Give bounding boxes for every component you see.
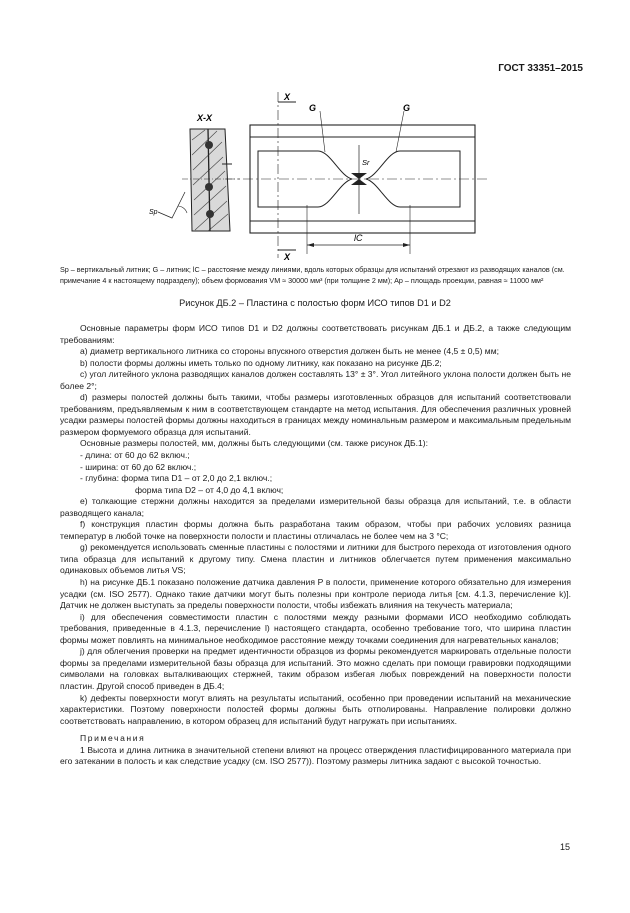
page-number: 15: [560, 842, 571, 852]
paragraph: Основные размеры полостей, мм, должны быть следующими (см. также рисунок ДБ.1):: [80, 438, 428, 449]
list-item: b) полости формы должны иметь только по одному литнику, как показано на рисунке ДБ.2;: [80, 357, 442, 368]
figure-title: Рисунок ДБ.2 – Пластина с полостью форм ИСО типов D1 и D2: [179, 298, 451, 308]
list-item: j) для облегчения проверки на предмет идентичности образцов из формы рекомендуется маркировать отдельные полости формы за пределами измерительной базы образца для испытаний. Это можно сделать при помощи гравировки подходящими символами на головках выталкивающих стержней, таким образом избегая любых повреждений на поверхности полости пластин. Другой способ приведен в ДБ.4;: [60, 646, 571, 691]
list-item: c) угол литейного уклона разводящих каналов должен составлять 13° ± 3°. Угол литейного уклона полости должен быть не более 2°;: [60, 369, 571, 391]
paragraph: Основные параметры форм ИСО типов D1 и D2 должны соответствовать рисункам ДБ.1 и ДБ.2, а также следующим требованиям:: [60, 323, 571, 345]
dimension-line: - длина: от 60 до 62 включ.;: [80, 450, 190, 461]
plate-view: [225, 92, 488, 262]
cut-label-top: X: [284, 92, 291, 102]
list-item: g) рекомендуется использовать сменные пластины с полостями и литники для быстрого перехода от изготовления одного типа образца для испытаний к другому типу. Смена пластин и литников облегчается путем применения максимально одинаковых объемов литья VS;: [60, 542, 571, 576]
sr-label: Sr: [362, 158, 370, 167]
cut-label-bottom: X: [284, 252, 291, 262]
gate-label-right: G: [403, 103, 411, 113]
list-item: d) размеры полостей должны быть такими, чтобы размеры изготовленных образцов для испытаний соответствовали требованиям, предъявляемым к ним в соответствующем стандарте на метод испытания. Для обеспечения различных уровней усадки размеры полостей формы должны находиться в границах между номинальным размером и максимальным предельным размером формуемого образца для испытаний.: [60, 392, 571, 437]
section-label: X-X: [197, 113, 213, 123]
list-item: a) диаметр вертикального литника со стороны впускного отверстия должен быть не менее (4,5 ± 0,5) мм;: [80, 346, 499, 357]
sp-label: Sp: [149, 209, 158, 216]
list-item: i) для обеспечения совместимости пластин с полостями между разными формами ИСО необходимо соблюдать требования, приведенные в 4.1.3, перечисление l) настоящего стандарта, особенно требование того, что ширина пластин формы может повлиять на минимальное необходимое расстояние между точками соединения для нагревательных каналов;: [60, 611, 571, 645]
dimension-line: - глубина: форма типа D1 – от 2,0 до 2,1 включ.;: [80, 473, 273, 484]
section-view: [149, 113, 240, 231]
list-item: h) на рисунке ДБ.1 показано положение датчика давления P в полости, применение которого обязательно для измерения усадки (см. ISO 2577). Однако такие датчики могут быть полезны при контроле периода литья [см. 4.1.3, перечисление k)]. Датчик не должен выступать за пределы поверхности полости, чтобы избежать влияния на текучесть материала;: [60, 577, 571, 611]
dimension-line: - ширина: от 60 до 62 включ.;: [80, 461, 197, 472]
document-code: ГОСТ 33351–2015: [498, 63, 583, 74]
notes-heading: Примечания: [80, 733, 146, 744]
mold-plate-figure: [0, 0, 630, 265]
gate-label-left: G: [309, 103, 317, 113]
list-item: f) конструкция пластин формы должна быть разработана таким образом, чтобы при рабочих условиях разница температур в любой точке на поверхности полости и пластины отличалась не более чем на 3 °С;: [60, 519, 571, 541]
list-item: k) дефекты поверхности могут влиять на результаты испытаний, особенно при проведении испытаний на механические характеристики. Поэтому поверхности полостей формы должны быть отполированы. Направление полировки должно соответствовать направлению, в котором образец для испытаний будут нагружать при испытаниях.: [60, 692, 571, 726]
list-item: e) толкающие стержни должны находится за пределами измерительной базы образца для испытаний, т.е. в области разводящего канала;: [60, 496, 571, 518]
dimension-line: форма типа D2 – от 4,0 до 4,1 включ;: [135, 484, 284, 495]
figure-legend: Sp – вертикальный литник; G – литник; lC – расстояние между линиями, вдоль которых образцы для испытаний отрезают из разводящих каналов (см. примечание 4 к настоящему подразделу); объем формования VM ≈ 30000 мм³ (при толщине 2 мм); Ap – площадь проекции, равная ≈ 11000 мм²: [60, 265, 565, 285]
main-text: [60, 323, 571, 768]
note: 1 Высота и длина литника в значительной степени влияют на процесс отверждения пластифицированного материала при его затекании в полость и как следствие усадку (см. ISO 2577)). Поэтому размеры литника задают с высокой точностью.: [60, 744, 571, 767]
lc-label: lC: [354, 233, 363, 243]
